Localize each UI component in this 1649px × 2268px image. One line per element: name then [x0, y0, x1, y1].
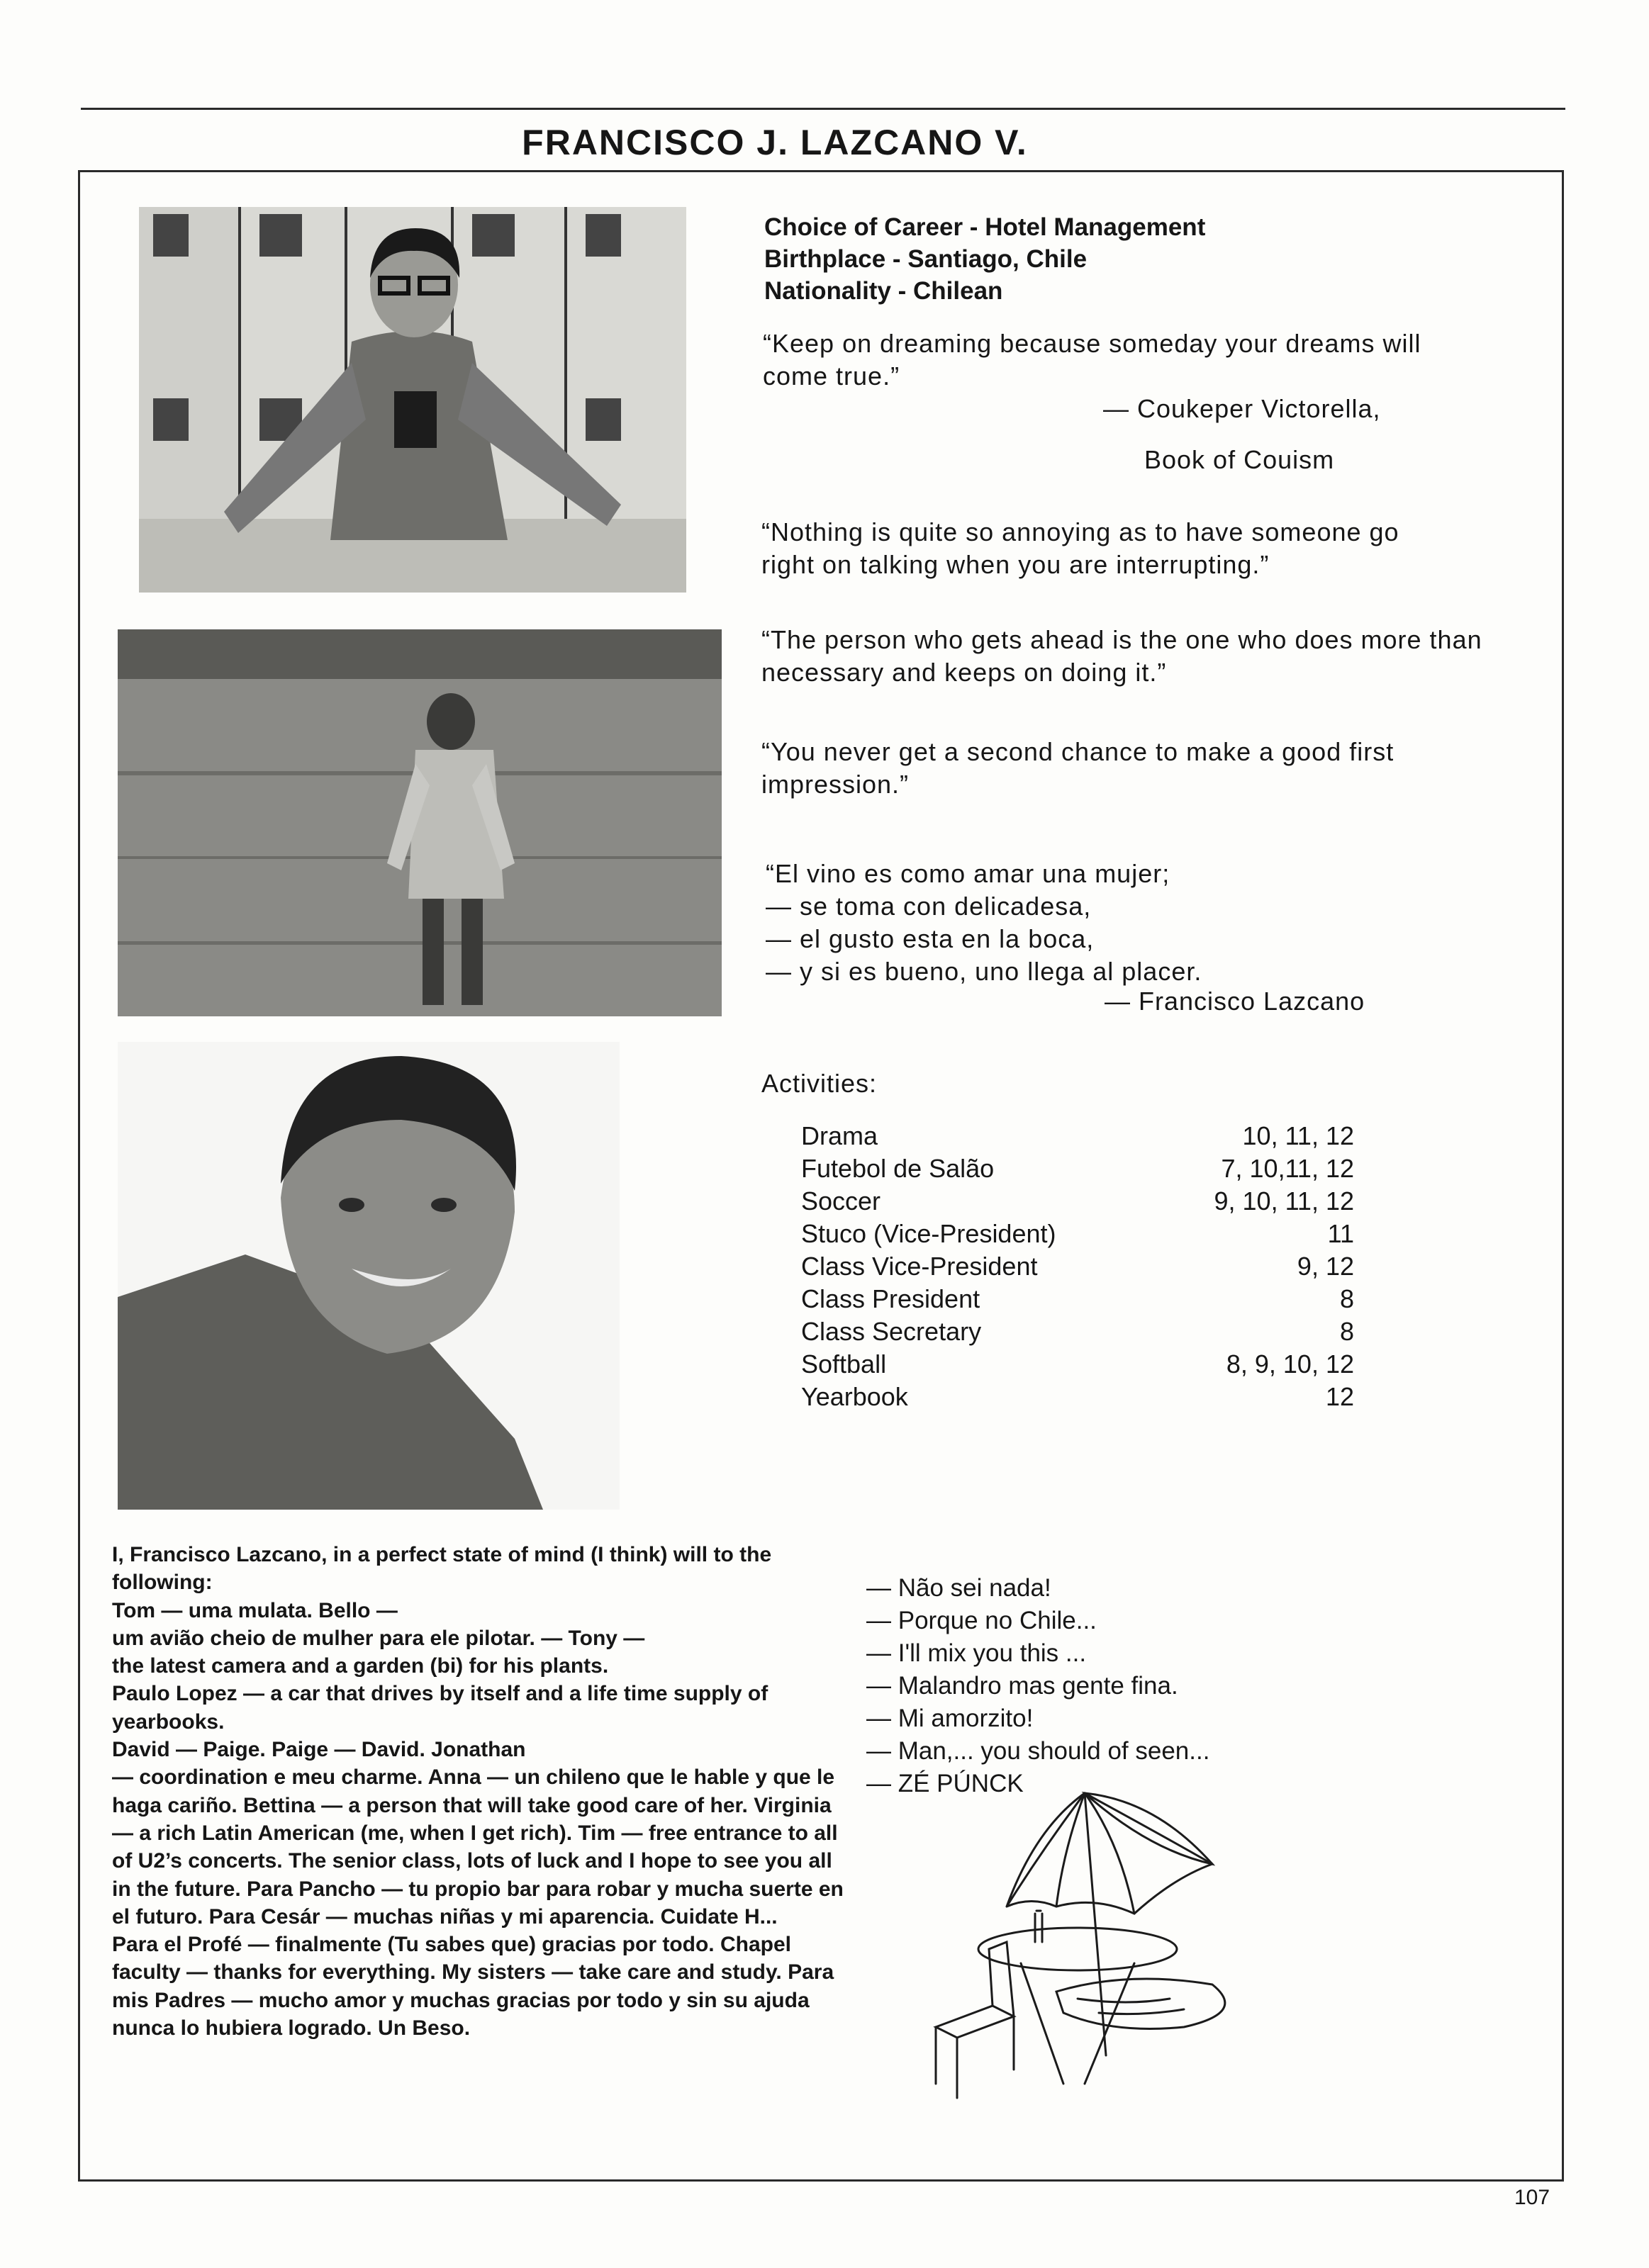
- nationality-line: Nationality - Chilean: [764, 277, 1003, 305]
- activity-name: Class Secretary: [801, 1317, 982, 1346]
- el-vino-line-2: — se toma con delicadesa,: [766, 892, 1092, 921]
- activity-years: 12: [1325, 1382, 1354, 1411]
- activity-name: Drama: [801, 1121, 878, 1150]
- activity-row: [801, 1120, 1354, 1152]
- photo-portrait: [118, 1042, 620, 1510]
- el-vino-line-4: — y si es bueno, uno llega al placer.: [766, 957, 1202, 986]
- activity-years: 9, 12: [1297, 1252, 1354, 1281]
- saying-item: — Malandro mas gente fina.: [866, 1672, 1178, 1700]
- saying-item: — Não sei nada!: [866, 1574, 1051, 1602]
- saying-item: — Porque no Chile...: [866, 1607, 1097, 1634]
- activities-list: [801, 1120, 1354, 1413]
- activity-row: [801, 1283, 1354, 1315]
- activity-name: Softball: [801, 1349, 887, 1379]
- activity-years: 7, 10,11, 12: [1221, 1154, 1354, 1183]
- activity-row: [801, 1185, 1354, 1218]
- activity-row: [801, 1381, 1354, 1413]
- el-vino-line-3: — el gusto esta en la boca,: [766, 924, 1095, 953]
- activity-row: [801, 1250, 1354, 1283]
- quote-interrupting: “Nothing is quite so annoying as to have someone go right on talking when you are interrupting.”: [761, 517, 1399, 579]
- activity-name: Yearbook: [801, 1382, 908, 1411]
- birthplace-line: Birthplace - Santiago, Chile: [764, 245, 1088, 273]
- saying-item: — Mi amorzito!: [866, 1705, 1034, 1732]
- activity-row: [801, 1218, 1354, 1250]
- photo-lockers: [139, 207, 686, 593]
- saying-item: — I'll mix you this ...: [866, 1639, 1087, 1667]
- quote-dreams: “Keep on dreaming because someday your dreams will come true.”: [763, 329, 1421, 391]
- activity-name: Class President: [801, 1284, 980, 1313]
- page-title: FRANCISCO J. LAZCANO V.: [522, 123, 1028, 162]
- sayings-list: [866, 1572, 1209, 1800]
- activity-years: 8, 9, 10, 12: [1226, 1349, 1354, 1379]
- saying-item: — ZÉ PÚNCK: [866, 1770, 1024, 1797]
- quote-dreams-source: Book of Couism: [1144, 445, 1335, 474]
- activity-row: [801, 1152, 1354, 1185]
- activity-years: 9, 10, 11, 12: [1214, 1186, 1354, 1216]
- activity-row: [801, 1348, 1354, 1381]
- activity-years: 8: [1339, 1284, 1354, 1313]
- beach-umbrella-sketch: [915, 1772, 1283, 2155]
- quote-first-impression: “You never get a second chance to make a good first impression.”: [761, 737, 1394, 799]
- quote-el-vino-author: — Francisco Lazcano: [1105, 987, 1365, 1016]
- activity-years: 8: [1339, 1317, 1354, 1346]
- activity-name: Soccer: [801, 1186, 881, 1216]
- activity-row: [801, 1315, 1354, 1348]
- quote-dreams-author: — Coukeper Victorella,: [1103, 394, 1381, 423]
- activity-name: Futebol de Salão: [801, 1154, 995, 1183]
- quote-el-vino: [766, 858, 1404, 988]
- activity-name: Stuco (Vice-President): [801, 1219, 1056, 1248]
- last-will-text: I, Francisco Lazcano, in a perfect state of mind (I think) will to the following: Tom — uma mulata. Bello — um avião cheio de mulher para ele pilotar. — Tony — the latest camera and a garden (bi) for his plants. Paulo Lopez — a car that drives by itself and a life time supply of yearbooks. David — Paige. Paige — David. Jonathan — coordination e meu charme. Anna — un chileno que le hable y que le haga cariño. Bettina — a person that will take good care of her. Virginia — a rich Latin American (me, when I get rich). Tim — free entrance to all of U2’s concerts. The senior class, lots of luck and I hope to see you all in the future. Para Pancho — tu propio bar para robar y mucha suerte en el futuro. Para Cesár — muchas niñas y mi aparencia. Cuidate H... Para el Profé — finalmente (Tu sabes que) gracias por todo. Chapel faculty — thanks for everything. My sisters — take care and study. Para mis Padres — mucho amor y muchas gracias por todo y sin su ajuda nunca lo hubiera logrado. Un Beso.: [112, 1543, 844, 2040]
- activity-years: 11: [1327, 1219, 1354, 1248]
- activities-heading: Activities:: [761, 1069, 878, 1098]
- quote-gets-ahead: “The person who gets ahead is the one who does more than necessary and keeps on doing it.”: [761, 625, 1482, 687]
- saying-item: — Man,... you should of seen...: [866, 1737, 1210, 1765]
- el-vino-line-1: “El vino es como amar una mujer;: [766, 859, 1170, 888]
- photo-field: [118, 629, 722, 1016]
- activity-name: Class Vice-President: [801, 1252, 1038, 1281]
- career-line: Choice of Career - Hotel Management: [764, 213, 1206, 241]
- profile-facts: [764, 211, 1205, 307]
- activity-years: 10, 11, 12: [1242, 1121, 1354, 1150]
- page-number: 107: [1514, 2186, 1550, 2209]
- top-rule: [81, 108, 1565, 110]
